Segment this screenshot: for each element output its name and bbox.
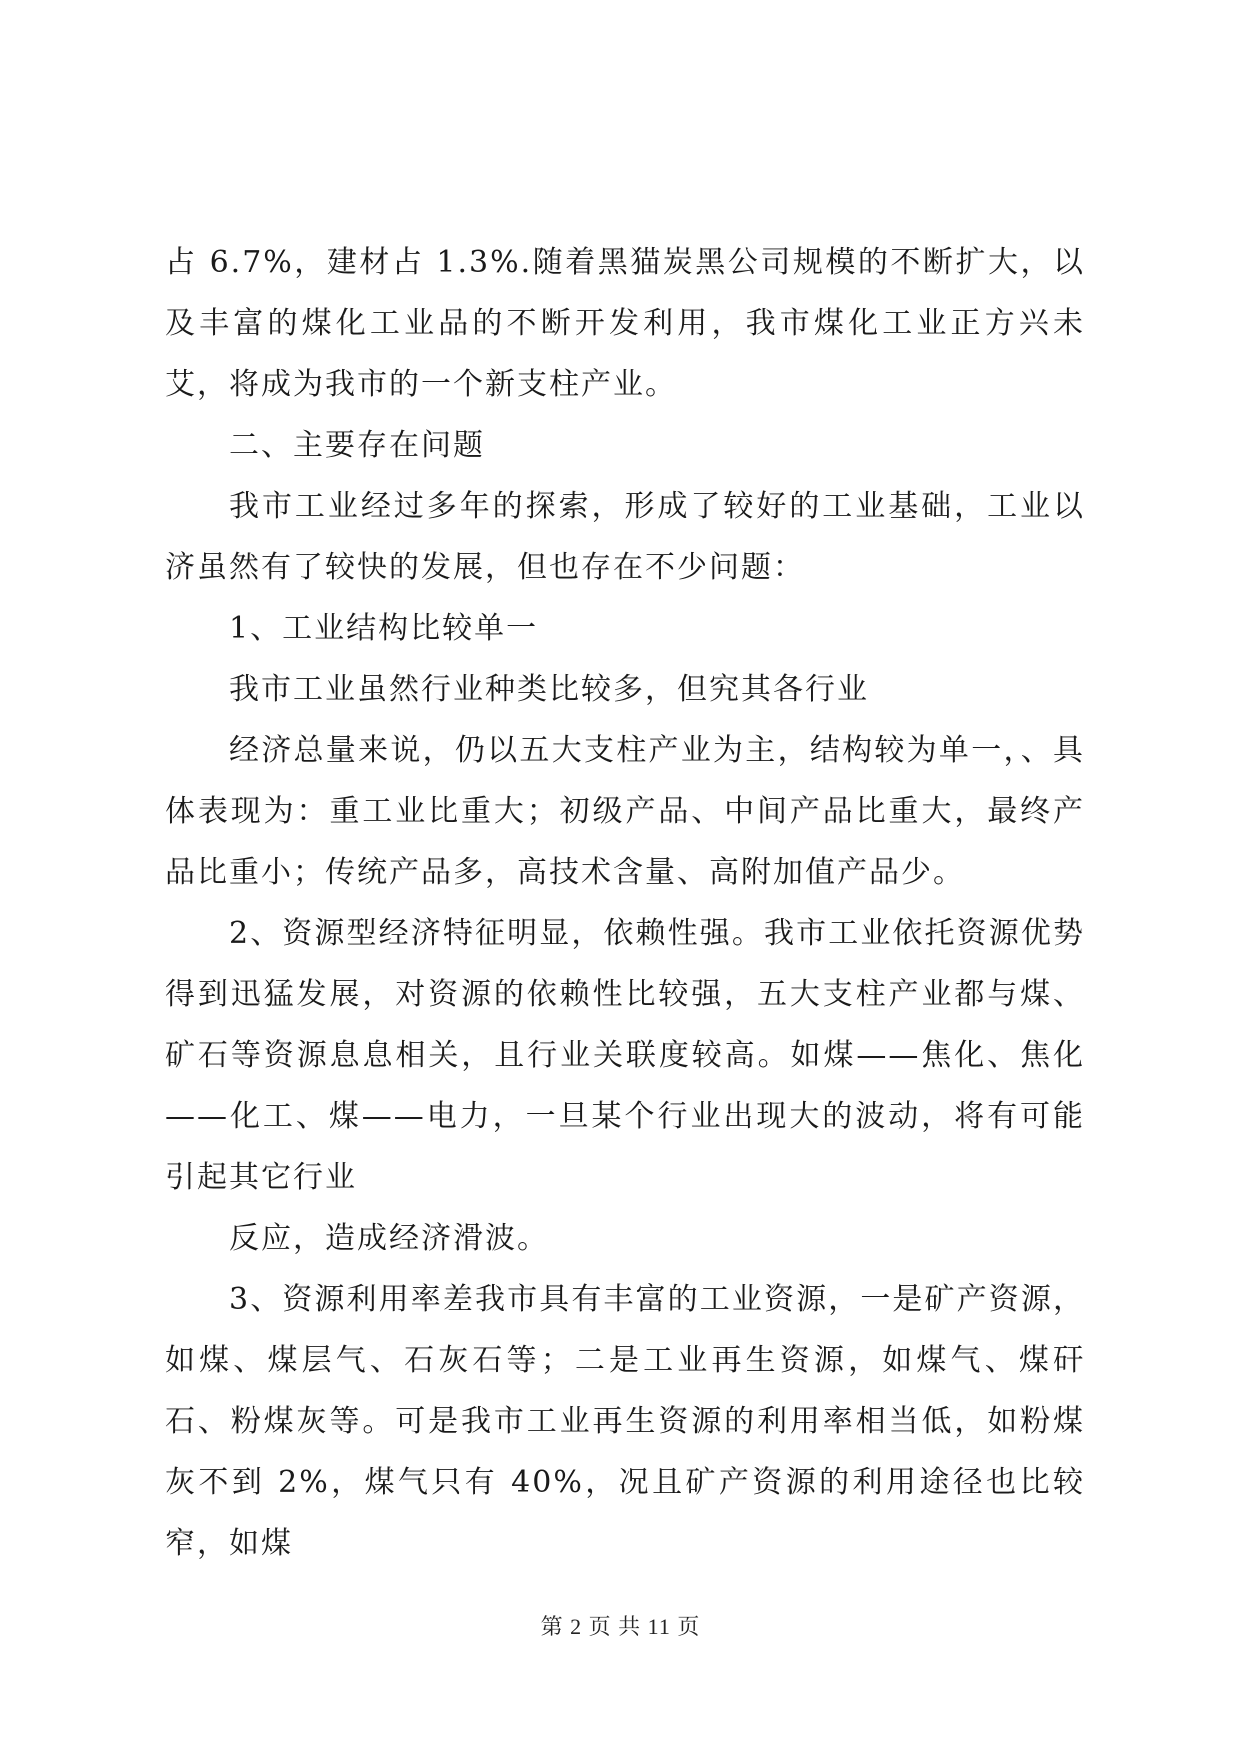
section-heading: 二、主要存在问题 bbox=[229, 428, 485, 463]
paragraph: 2、资源型经济特征明显，依赖性强。我市工业依托资源优势得到迅猛发展，对资源的依赖性比较强，五大支柱产业都与煤、矿石等资源息息相关，且行业关联度较高。如煤——焦化、焦化——化工、煤——电力，一旦某个行业出现大的波动，将有可能引起其它行业 bbox=[165, 916, 1085, 1195]
paragraph: 3、资源利用率差我市具有丰富的工业资源，一是矿产资源，如煤、煤层气、石灰石等；二是工业再生资源，如煤气、煤矸石、粉煤灰等。可是我市工业再生资源的利用率相当低，如粉煤灰不到 2%，煤气只有 40%，况且矿产资源的利用途径也比较窄，如煤 bbox=[165, 1282, 1085, 1561]
paragraph: 我市工业经过多年的探索，形成了较好的工业基础，工业以济虽然有了较快的发展，但也存在不少问题： bbox=[165, 489, 1085, 585]
paragraph: 经济总量来说，仍以五大支柱产业为主，结构较为单一，、具体表现为：重工业比重大；初级产品、中间产品比重大，最终产品比重小；传统产品多，高技术含量、高附加值产品少。 bbox=[165, 733, 1085, 890]
paragraph: 我市工业虽然行业种类比较多，但究其各行业 bbox=[229, 672, 869, 707]
subsection-heading: 1、工业结构比较单一 bbox=[229, 611, 539, 646]
page-number-footer: 第 2 页 共 11 页 bbox=[540, 1614, 701, 1639]
document-body bbox=[165, 232, 1085, 1574]
paragraph: 占 6.7%，建材占 1.3%.随着黑猫炭黑公司规模的不断扩大，以及丰富的煤化工业品的不断开发利用，我市煤化工业正方兴未艾，将成为我市的一个新支柱产业。 bbox=[165, 245, 1085, 402]
paragraph: 反应，造成经济滑波。 bbox=[229, 1221, 549, 1256]
